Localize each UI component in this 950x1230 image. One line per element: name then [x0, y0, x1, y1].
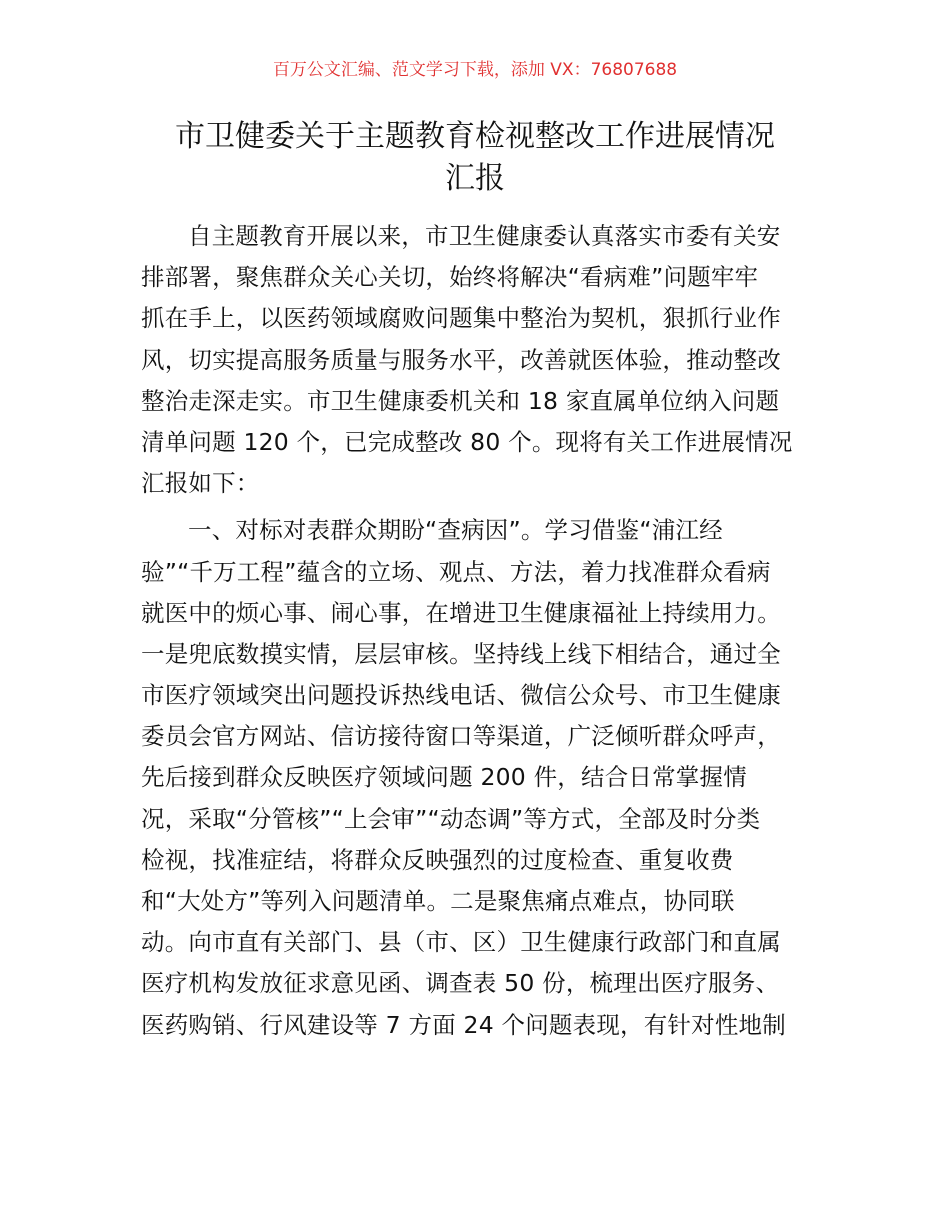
- paragraph-intro: [141, 216, 816, 504]
- text-line: 一、对标对表群众期盼“查病因”。学习借鉴“浦江经: [188, 516, 723, 545]
- text-line: 医疗机构发放征求意见函、调查表 50 份，梳理出医疗服务、: [141, 969, 780, 998]
- text-line: 抓在手上，以医药领域腐败问题集中整治为契机，狠抓行业作: [141, 304, 781, 333]
- text-line: 自主题教育开展以来，市卫生健康委认真落实市委有关安: [188, 222, 781, 250]
- text-line: 况，采取“分管核”“上会审”“动态调”等方式，全部及时分类: [141, 804, 761, 833]
- text-line: 汇报如下：: [141, 469, 260, 498]
- title-line: 市卫健委关于主题教育检视整改工作进展情况: [175, 119, 775, 154]
- text-line: 验”“千万工程”蕴含的立场、观点、方法，着力找准群众看病: [141, 557, 771, 586]
- text-line: 医药购销、行风建设等 7 方面 24 个问题表现，有针对性地制: [141, 1010, 786, 1039]
- header-watermark: 百万公文汇编、范文学习下载，添加 VX：76807688: [272, 60, 678, 80]
- document-body: [141, 216, 816, 1046]
- paragraph-section-one: [141, 510, 816, 1045]
- text-line: 委员会官方网站、信访接待窗口等渠道，广泛倾听群众呼声，: [141, 722, 781, 751]
- text-line: 和“大处方”等列入问题清单。二是聚焦痛点难点，协同联: [141, 887, 735, 915]
- text-line: 清单问题 120 个，已完成整改 80 个。现将有关工作进展情况: [141, 427, 793, 456]
- text-line: 先后接到群众反映医疗领域问题 200 件，结合日常掌握情: [141, 763, 747, 792]
- document-title: [130, 116, 820, 200]
- title-line: 汇报: [445, 161, 505, 196]
- text-line: 检视，找准症结，将群众反映强烈的过度检查、重复收费: [141, 845, 734, 874]
- text-line: 整治走深走实。市卫生健康委机关和 18 家直属单位纳入问题: [141, 386, 780, 415]
- text-line: 一是兜底数摸实情，层层审核。坚持线上线下相结合，通过全: [141, 639, 781, 668]
- text-line: 市医疗领域突出问题投诉热线电话、微信公众号、市卫生健康: [141, 681, 781, 710]
- text-line: 动。向市直有关部门、县（市、区）卫生健康行政部门和直属: [141, 928, 781, 957]
- text-line: 就医中的烦心事、闹心事，在增进卫生健康福祉上持续用力。: [141, 598, 781, 627]
- text-line: 风，切实提高服务质量与服务水平，改善就医体验，推动整改: [141, 345, 781, 374]
- text-line: 排部署，聚焦群众关心关切，始终将解决“看病难”问题牢牢: [141, 263, 759, 292]
